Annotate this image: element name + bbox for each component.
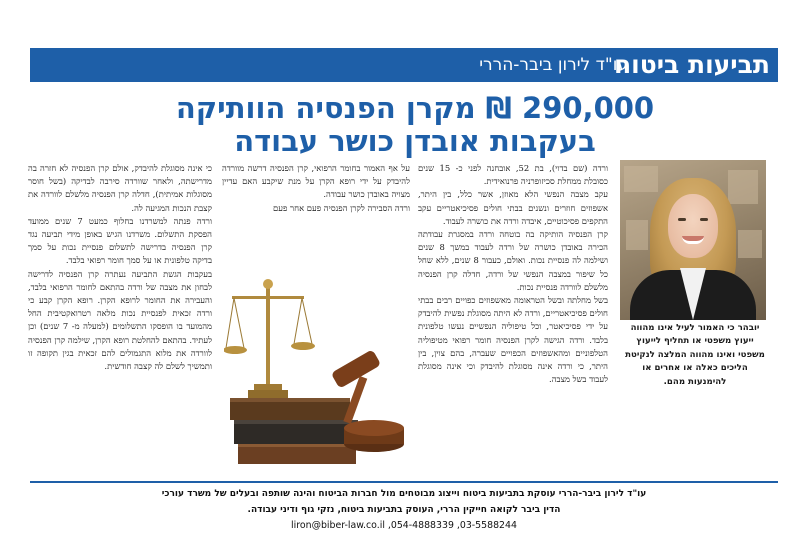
paragraph: ורדה (שם בדוי), בת 52, אובחנה לפני כ- 15 שנים כסובלת ממחלת סכיזופרניה פרנואידית. — [418, 163, 608, 187]
author-portrait-photo — [620, 160, 766, 320]
contact-details: liron@biber-law.co.il ,054-4888339 ,03-5588244 — [291, 520, 517, 531]
paragraph: עקב מצבה הנפשי הלא מאוזן, אשר כלל, בין היתר, אשפוזים חוזרים ונשנים בבתי חולים פסיכיאטריים עקב התקפים פסיכוטיים, איבדה ורדה את כושרה לעבוד. — [418, 189, 608, 226]
paragraph: קרן הפנסיה הותיקה בה בוטחה ורדה במסגרת עבודתה הכירה באובדן כושרה של ורדה לעבוד במשך 8 שנים ושילמה לה פנסיית נכות. ואולם, כעבור 8 שנים, ללא שחל כל שיפור במצבה הנפשי של ורדה, חדלה קרן הפנסיה מלשלם לוורדה פנסיית נכות. — [418, 229, 608, 292]
disclaimer-caption: יובהר כי האמור לעיל אינו מהווה ייעוץ משפטי או תחליף לייעוץ משפטי ואינו מהווה המלצה לנקיטת הליכים כאלה או אחרים או להימנעות מהם. — [625, 323, 765, 387]
article-headline — [55, 92, 775, 158]
paragraph: ורדה הסבירה לקרן הפנסיה פעם אחר פעם — [273, 202, 410, 213]
paragraph: בשל מחלתה ובשל הטראומה מאשפוזים כפויים רבים בבתי חולים פסיכיאטריים, ורדה לא היתה מסוגלת נפשית להיבדק על ידי פסיכיאטר, וכל טיפוליה הנפשיים נעשו טלפונית בלבד. ורדה הגישה לקרן הפנסיה חומר רפואי מטיפוליה הטלפוניים ומהאשפוזים הכפויים שעברה, בהם צוין, בין היתר, כי ורדה אינה מסוגלת להיבדק וכי אינה מסוגלת לעבוד בשל מצבה. — [418, 295, 608, 385]
headline-line-1: 290,000 ₪ מקרן הפנסיה הוותיקה — [175, 91, 655, 125]
article-column-3 — [28, 162, 212, 373]
paragraph: כי אינה מסוגלת להיבדק, אולם קרן הפנסיה לא חזרה בה מדרישתה, ולאחר שוורדה סירבה לבדיקה (בשל חוסר מסוגלות אמיתית), חדלה קרן הפנסיה מלשלם לוורדה את קצבת הנכות המגיעה לה. — [28, 163, 212, 213]
section-header-bar — [30, 48, 778, 82]
headline-line-2: בעקבות אובדן כושר עבודה — [234, 124, 596, 158]
paragraph: על אף האמור בחומר הרפואי, קרן הפנסיה דרשה מוורדה להיבדק על ידי רופא הקרן על מנת שיקבע האם עדיין מצויה באובדן כושר עבודה. — [222, 163, 410, 200]
section-title: תביעות ביטוח — [613, 50, 770, 79]
author-name: עו"ד לירון ביבר-הררי — [479, 55, 628, 75]
paragraph: בעקבות הגשת התביעה נעתרה קרן הפנסיה לדרישה לבחון את מצבה של ורדה בהתאם לחומר הרפואי בלבד, והעבירה את החומר לרופא הקרן. רופא הקרן קבע כי ורדה זכאית לפנסיית נכות מלאה רטרואקטיבית החל מהמועד בו הופסקו התשלומים (למעלה מ- 7 שנים) וכן לעתיד. בהתאם להחלטת רופא הקרן, שילמה קרן הפנסיה לוורדה את מלוא התגמולים להם זכאית בגין תקופה זו ותמשיך לשלם לה קצבה חודשית. — [28, 268, 212, 372]
author-bio-footer — [30, 486, 778, 534]
footer-line-1: עו"ד לירון ביבר-הררי עוסקת בתביעות ביטוח וייצוג מבוטחים מול חברות הביטוח והינה שותפה ובעלים של משרד עורכי — [161, 489, 647, 499]
article-column-2 — [222, 162, 410, 215]
footer-divider — [30, 481, 778, 483]
footer-line-2: הדין ביבר לקואה חייקין הררי, העוסק בתביעות ביטוח, נזקי גוף ודיני עבודה. — [247, 505, 561, 515]
scales-of-justice-image — [224, 248, 408, 466]
paragraph: ורדה פנתה למשרדנו בחלוף כמעט 7 שנים ממועד הפסקת התשלום. משרדנו הגיש באופן מידי תביעה נגד קרן הפנסיה בדרישה לתשלום פנסיית נכות על סמך בדיקה טלפונית או על סמך חומר רפואי בלבד. — [28, 215, 212, 266]
article-column-1 — [418, 162, 608, 386]
